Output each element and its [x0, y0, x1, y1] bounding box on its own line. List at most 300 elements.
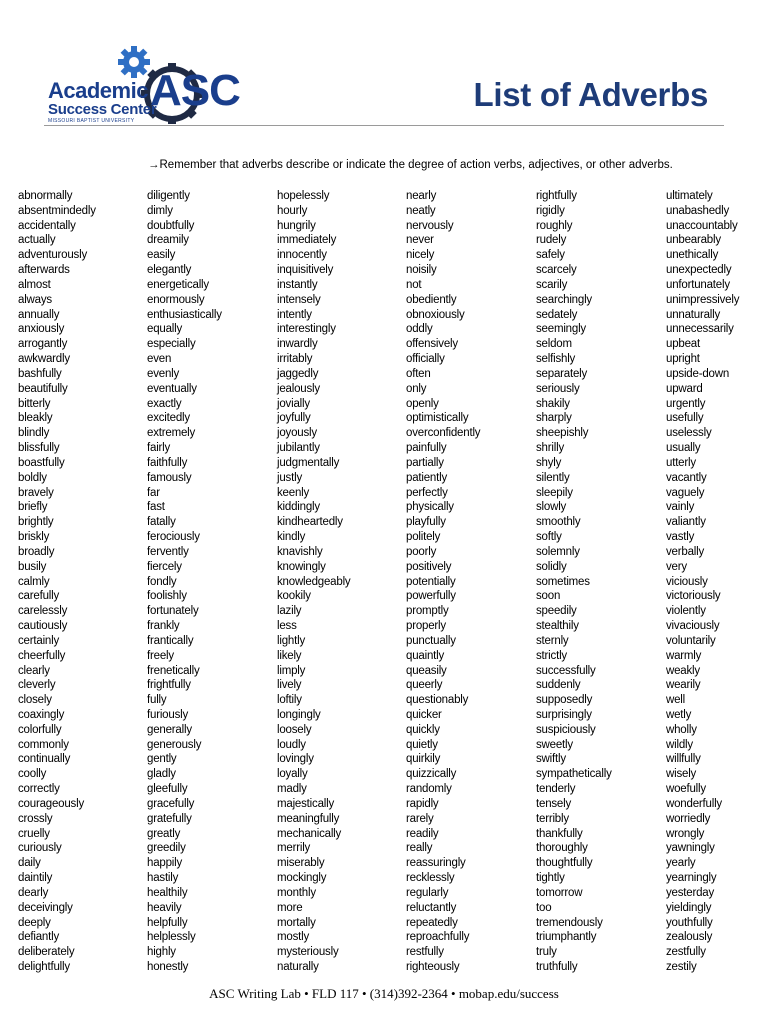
logo-university-text: MISSOURI BAPTIST UNIVERSITY: [48, 118, 135, 124]
list-item: officially: [406, 353, 445, 366]
list-item: healthily: [147, 886, 188, 899]
list-item: daily: [18, 857, 41, 870]
list-item: bashfully: [18, 367, 62, 380]
list-item: swiftly: [536, 753, 566, 766]
list-item: limply: [277, 664, 306, 677]
list-item: calmly: [18, 575, 50, 588]
list-item: fairly: [147, 442, 171, 455]
list-item: famously: [147, 471, 192, 484]
list-item: ferociously: [147, 531, 200, 544]
list-item: youthfully: [666, 916, 713, 929]
list-item: loudly: [277, 738, 306, 751]
list-item: eventually: [147, 382, 197, 395]
list-item: ultimately: [666, 190, 713, 202]
list-item: viciously: [666, 575, 708, 588]
list-item: wearily: [666, 679, 701, 692]
list-item: interestingly: [277, 323, 336, 336]
list-item: abnormally: [18, 190, 73, 202]
page-header: [0, 0, 768, 130]
header-divider: [44, 125, 724, 126]
list-item: usually: [666, 442, 701, 455]
list-item: patiently: [406, 471, 448, 484]
list-item: kindly: [277, 531, 306, 544]
list-item: shakily: [536, 397, 570, 410]
list-item: jealously: [277, 382, 320, 395]
list-item: jovially: [277, 397, 310, 410]
list-item: unnaturally: [666, 308, 721, 321]
adverb-column-3: [277, 189, 350, 975]
list-item: very: [666, 560, 687, 573]
list-item: carefully: [18, 590, 60, 603]
list-item: positively: [406, 560, 452, 573]
list-item: boldly: [18, 471, 47, 484]
list-item: heavily: [147, 901, 182, 914]
list-item: thankfully: [536, 827, 583, 840]
list-item: awkwardly: [18, 353, 70, 366]
list-item: sometimes: [536, 575, 590, 588]
list-item: joyously: [277, 427, 317, 440]
list-item: lively: [277, 679, 302, 692]
list-item: furiously: [147, 708, 189, 721]
list-item: reproachfully: [406, 931, 470, 944]
list-item: regularly: [406, 886, 449, 899]
list-item: truly: [536, 946, 557, 959]
list-item: fortunately: [147, 605, 199, 618]
list-item: tomorrow: [536, 886, 583, 899]
list-item: hopelessly: [277, 190, 330, 202]
list-item: less: [277, 620, 297, 633]
list-item: unbearably: [666, 234, 721, 247]
list-item: knowingly: [277, 560, 326, 573]
list-item: doubtfully: [147, 219, 195, 232]
list-item: bleakly: [18, 412, 53, 425]
list-item: solemnly: [536, 545, 580, 558]
list-item: neatly: [406, 204, 436, 217]
list-item: mockingly: [277, 872, 327, 885]
list-item: warmly: [666, 649, 702, 662]
list-item: quaintly: [406, 649, 445, 662]
list-item: utterly: [666, 456, 696, 469]
list-item: uselessly: [666, 427, 712, 440]
list-item: shrilly: [536, 442, 564, 455]
list-item: quizzically: [406, 768, 457, 781]
list-item: wisely: [666, 768, 697, 781]
adverb-column-1: [18, 189, 96, 975]
list-item: sedately: [536, 308, 578, 321]
list-item: unaccountably: [666, 219, 738, 232]
list-item: loyally: [277, 768, 308, 781]
list-item: coolly: [18, 768, 47, 781]
list-item: promptly: [406, 605, 449, 618]
list-item: vacantly: [666, 471, 707, 484]
list-item: absentmindedly: [18, 204, 96, 217]
instruction-note: →Remember that adverbs describe or indicate the degree of action verbs, adjectives, or other adverbs.: [148, 159, 673, 171]
list-item: exactly: [147, 397, 182, 410]
list-item: openly: [406, 397, 439, 410]
list-item: righteously: [406, 961, 460, 974]
list-item: always: [18, 293, 52, 306]
list-item: unabashedly: [666, 204, 730, 217]
list-item: obediently: [406, 293, 457, 306]
list-item: accidentally: [18, 219, 76, 232]
list-item: poorly: [406, 545, 437, 558]
list-item: noisily: [406, 264, 437, 277]
list-item: majestically: [277, 797, 335, 810]
list-item: hourly: [277, 204, 308, 217]
list-item: sleepily: [536, 486, 573, 499]
list-item: equally: [147, 323, 183, 336]
list-item: enormously: [147, 293, 205, 306]
list-item: blissfully: [18, 442, 60, 455]
list-item: lightly: [277, 634, 306, 647]
list-item: deeply: [18, 916, 51, 929]
list-item: greatly: [147, 827, 181, 840]
list-item: wrongly: [666, 827, 705, 840]
list-item: rigidly: [536, 204, 565, 217]
list-item: knowledgeably: [277, 575, 351, 588]
list-item: slowly: [536, 501, 567, 514]
list-item: dimly: [147, 204, 173, 217]
adverb-columns: [0, 189, 768, 979]
list-item: scarily: [536, 278, 568, 291]
list-item: yesterday: [666, 886, 715, 899]
list-item: stealthily: [536, 620, 579, 633]
list-item: crossly: [18, 812, 53, 825]
list-item: frankly: [147, 620, 180, 633]
list-item: properly: [406, 620, 446, 633]
adverb-column-4: [406, 189, 480, 975]
list-item: blindly: [18, 427, 50, 440]
list-item: fondly: [147, 575, 177, 588]
list-item: silently: [536, 471, 570, 484]
list-item: punctually: [406, 634, 456, 647]
list-item: colorfully: [18, 723, 62, 736]
list-item: playfully: [406, 516, 446, 529]
list-item: kiddingly: [277, 501, 320, 514]
list-item: triumphantly: [536, 931, 597, 944]
list-item: knavishly: [277, 545, 323, 558]
list-item: likely: [277, 649, 302, 662]
list-item: voluntarily: [666, 634, 716, 647]
logo-academic-text: Academic: [48, 78, 148, 103]
list-item: solidly: [536, 560, 567, 573]
list-item: deliberately: [18, 946, 75, 959]
list-item: fervently: [147, 545, 189, 558]
list-item: upside-down: [666, 367, 730, 380]
list-item: optimistically: [406, 412, 469, 425]
list-item: sympathetically: [536, 768, 612, 781]
list-item: gladly: [147, 768, 176, 781]
list-item: partially: [406, 456, 444, 469]
list-item: madly: [277, 783, 307, 796]
list-item: even: [147, 353, 172, 366]
list-item: dreamily: [147, 234, 189, 247]
list-item: usefully: [666, 412, 704, 425]
list-item: valiantly: [666, 516, 706, 529]
list-item: wildly: [666, 738, 693, 751]
list-item: keenly: [277, 486, 310, 499]
list-item: honestly: [147, 961, 189, 974]
asc-logo: [44, 44, 240, 124]
list-item: kookily: [277, 590, 311, 603]
list-item: speedily: [536, 605, 577, 618]
list-item: suspiciously: [536, 723, 596, 736]
list-item: mortally: [277, 916, 316, 929]
list-item: worriedly: [666, 812, 711, 825]
list-item: overconfidently: [406, 427, 481, 440]
list-item: deceivingly: [18, 901, 73, 914]
page-footer: ASC Writing Lab • FLD 117 • (314)392-2364 • mobap.edu/success: [209, 986, 559, 1001]
list-item: nervously: [406, 219, 454, 232]
list-item: vivaciously: [666, 620, 720, 633]
list-item: yawningly: [666, 842, 715, 855]
list-item: enthusiastically: [147, 308, 222, 321]
list-item: instantly: [277, 278, 318, 291]
list-item: beautifully: [18, 382, 68, 395]
list-item: zestfully: [666, 946, 706, 959]
list-item: loftily: [277, 694, 302, 707]
list-item: smoothly: [536, 516, 581, 529]
list-item: restfully: [406, 946, 444, 959]
list-item: shyly: [536, 456, 562, 469]
list-item: selfishly: [536, 353, 576, 366]
list-item: longingly: [277, 708, 321, 721]
list-item: really: [406, 842, 433, 855]
adverb-column-6: [666, 189, 739, 975]
logo-asc-text: ASC: [150, 66, 240, 115]
list-item: fast: [147, 501, 165, 514]
list-item: sheepishly: [536, 427, 589, 440]
list-item: well: [666, 694, 686, 707]
list-item: fully: [147, 694, 167, 707]
list-item: vaguely: [666, 486, 705, 499]
list-item: queasily: [406, 664, 447, 677]
list-item: commonly: [18, 738, 69, 751]
list-item: carelessly: [18, 605, 68, 618]
list-item: gently: [147, 753, 177, 766]
list-item: seldom: [536, 338, 572, 351]
list-item: too: [536, 901, 552, 914]
list-item: frenetically: [147, 664, 200, 677]
list-item: brightly: [18, 516, 54, 529]
list-item: quickly: [406, 723, 440, 736]
list-item: innocently: [277, 249, 327, 262]
list-item: unethically: [666, 249, 719, 262]
list-item: politely: [406, 531, 441, 544]
list-item: cautiously: [18, 620, 68, 633]
list-item: naturally: [277, 961, 319, 974]
list-item: rapidly: [406, 797, 439, 810]
list-item: gratefully: [147, 812, 192, 825]
list-item: freely: [147, 649, 174, 662]
list-item: correctly: [18, 783, 60, 796]
list-item: actually: [18, 234, 56, 247]
list-item: strictly: [536, 649, 567, 662]
list-item: upright: [666, 353, 700, 366]
list-item: diligently: [147, 190, 190, 202]
list-item: excitedly: [147, 412, 190, 425]
list-item: justly: [277, 471, 303, 484]
list-item: faithfully: [147, 456, 188, 469]
list-item: lovingly: [277, 753, 314, 766]
list-item: painfully: [406, 442, 447, 455]
list-item: readily: [406, 827, 439, 840]
list-item: vastly: [666, 531, 695, 544]
list-item: irritably: [277, 353, 313, 366]
list-item: frightfully: [147, 679, 191, 692]
list-item: nearly: [406, 190, 437, 202]
list-item: daintily: [18, 872, 53, 885]
list-item: curiously: [18, 842, 62, 855]
list-item: safely: [536, 249, 565, 262]
list-item: helplessly: [147, 931, 196, 944]
list-item: thoroughly: [536, 842, 588, 855]
list-item: yearly: [666, 857, 696, 870]
list-item: greedily: [147, 842, 186, 855]
list-item: happily: [147, 857, 183, 870]
list-item: coaxingly: [18, 708, 65, 721]
list-item: sweetly: [536, 738, 573, 751]
list-item: intently: [277, 308, 312, 321]
list-item: not: [406, 278, 422, 291]
list-item: gracefully: [147, 797, 195, 810]
list-item: tenderly: [536, 783, 576, 796]
list-item: certainly: [18, 634, 60, 647]
list-item: closely: [18, 694, 52, 707]
list-item: truthfully: [536, 961, 578, 974]
list-item: oddly: [406, 323, 433, 336]
list-item: merrily: [277, 842, 311, 855]
list-item: willfully: [666, 753, 701, 766]
list-item: unnecessarily: [666, 323, 734, 336]
list-item: randomly: [406, 783, 452, 796]
list-item: cheerfully: [18, 649, 66, 662]
list-item: victoriously: [666, 590, 721, 603]
list-item: mechanically: [277, 827, 342, 840]
list-item: dearly: [18, 886, 49, 899]
list-item: inwardly: [277, 338, 318, 351]
list-item: briefly: [18, 501, 48, 514]
list-item: jaggedly: [277, 367, 319, 380]
list-item: clearly: [18, 664, 50, 677]
logo-success-center-text: Success Center: [48, 101, 157, 118]
list-item: generously: [147, 738, 202, 751]
list-item: lazily: [277, 605, 302, 618]
page-title: List of Adverbs: [473, 76, 708, 113]
list-item: afterwards: [18, 264, 70, 277]
list-item: more: [277, 901, 303, 914]
list-item: unexpectedly: [666, 264, 732, 277]
list-item: quietly: [406, 738, 438, 751]
list-item: verbally: [666, 545, 705, 558]
list-item: separately: [536, 367, 588, 380]
list-item: zealously: [666, 931, 713, 944]
list-item: searchingly: [536, 293, 592, 306]
list-item: rudely: [536, 234, 567, 247]
list-item: suddenly: [536, 679, 581, 692]
list-item: only: [406, 382, 427, 395]
list-item: foolishly: [147, 590, 187, 603]
list-item: seemingly: [536, 323, 586, 336]
list-item: upbeat: [666, 338, 700, 351]
list-item: briskly: [18, 531, 50, 544]
list-item: extremely: [147, 427, 196, 440]
list-item: cleverly: [18, 679, 56, 692]
list-item: sharply: [536, 412, 572, 425]
list-item: gleefully: [147, 783, 188, 796]
list-item: wholly: [666, 723, 697, 736]
list-item: boastfully: [18, 456, 65, 469]
list-item: successfully: [536, 664, 596, 677]
list-item: delightfully: [18, 961, 70, 974]
list-item: cruelly: [18, 827, 50, 840]
list-item: quicker: [406, 708, 442, 721]
list-item: queerly: [406, 679, 443, 692]
list-item: defiantly: [18, 931, 60, 944]
list-item: bitterly: [18, 397, 51, 410]
list-item: intensely: [277, 293, 321, 306]
list-item: hastily: [147, 872, 179, 885]
list-item: generally: [147, 723, 192, 736]
adverb-column-5: [536, 189, 612, 975]
list-item: mostly: [277, 931, 310, 944]
list-item: potentially: [406, 575, 456, 588]
list-item: offensively: [406, 338, 458, 351]
list-item: busily: [18, 560, 47, 573]
list-item: softly: [536, 531, 562, 544]
list-item: violently: [666, 605, 706, 618]
list-item: helpfully: [147, 916, 188, 929]
list-item: never: [406, 234, 434, 247]
list-item: sternly: [536, 634, 569, 647]
list-item: bravely: [18, 486, 54, 499]
list-item: judgmentally: [277, 456, 340, 469]
list-item: tensely: [536, 797, 572, 810]
list-item: soon: [536, 590, 561, 603]
list-item: easily: [147, 249, 176, 262]
list-item: inquisitively: [277, 264, 334, 277]
list-item: supposedly: [536, 694, 593, 707]
list-item: urgently: [666, 397, 706, 410]
list-item: nicely: [406, 249, 435, 262]
list-item: elegantly: [147, 264, 192, 277]
list-item: roughly: [536, 219, 573, 232]
list-item: broadly: [18, 545, 55, 558]
list-item: miserably: [277, 857, 325, 870]
list-item: rarely: [406, 812, 434, 825]
list-item: especially: [147, 338, 196, 351]
list-item: continually: [18, 753, 71, 766]
list-item: seriously: [536, 382, 580, 395]
list-item: obnoxiously: [406, 308, 465, 321]
list-item: zestily: [666, 961, 697, 974]
list-item: monthly: [277, 886, 316, 899]
list-item: far: [147, 486, 160, 499]
list-item: unimpressively: [666, 293, 740, 306]
list-item: unfortunately: [666, 278, 730, 291]
list-item: evenly: [147, 367, 180, 380]
list-item: almost: [18, 278, 51, 291]
list-item: repeatedly: [406, 916, 458, 929]
list-item: weakly: [666, 664, 700, 677]
list-item: wonderfully: [666, 797, 722, 810]
list-item: surprisingly: [536, 708, 592, 721]
list-item: perfectly: [406, 486, 448, 499]
list-item: kindheartedly: [277, 516, 343, 529]
list-item: yieldingly: [666, 901, 712, 914]
list-item: immediately: [277, 234, 337, 247]
list-item: fatally: [147, 516, 176, 529]
